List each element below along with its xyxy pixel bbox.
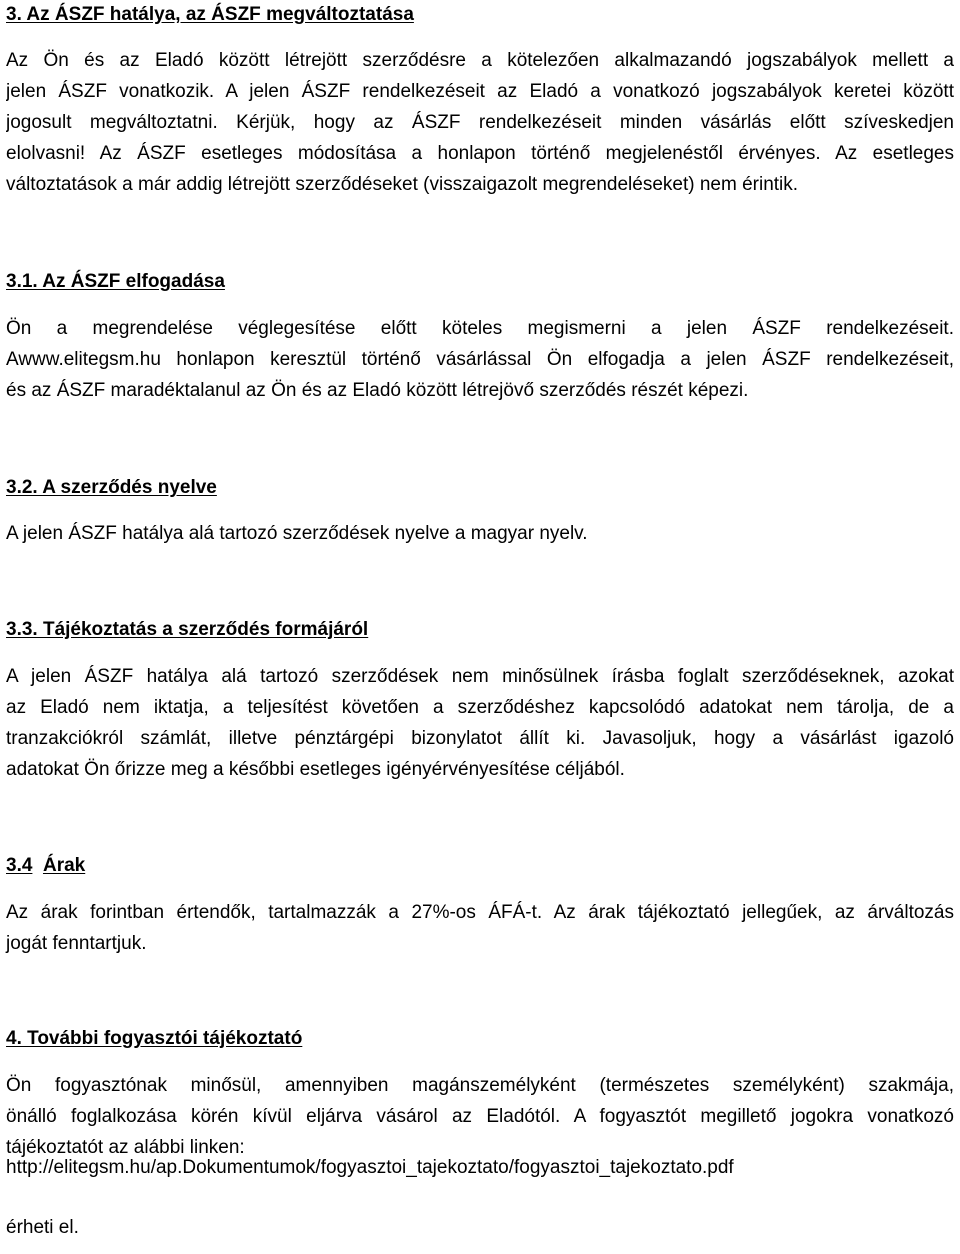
- section-3-paragraph: [6, 45, 954, 200]
- paragraph-line: jogát fenntartjuk.: [6, 933, 147, 954]
- section-4-tail: [6, 1212, 954, 1243]
- paragraph-line: Ön fogyasztónak minősül, amennyiben magánszemélyként (természetes személyként) szakmája,: [6, 1075, 954, 1096]
- section-3-4-heading: 3.4 Árak: [6, 855, 86, 876]
- section-3-1-paragraph: [6, 313, 954, 406]
- section-3-heading: 3. Az ÁSZF hatálya, az ÁSZF megváltoztatása: [6, 4, 414, 25]
- paragraph-line: Ön a megrendelése véglegesítése előtt köteles megismerni a jelen ÁSZF rendelkezéseit.: [6, 318, 954, 339]
- consumer-info-link-line: [6, 1152, 954, 1183]
- consumer-info-link[interactable]: http://elitegsm.hu/ap.Dokumentumok/fogyasztoi_tajekoztato/fogyasztoi_tajekoztato.pdf: [6, 1157, 734, 1178]
- paragraph-line: elolvasni! Az ÁSZF esetleges módosítása a honlapon történő megjelenéstől érvényes. Az esetleges: [6, 143, 954, 164]
- paragraph-line: önálló foglalkozása körén kívül eljárva vásárol az Eladótól. A fogyasztót megillető jogokra vonatkozó: [6, 1106, 954, 1127]
- section-4-paragraph: [6, 1070, 954, 1163]
- paragraph-line: tájékoztatót az alábbi linken:: [6, 1137, 245, 1158]
- paragraph-line: változtatások a már addig létrejött szerződéseket (visszaigazolt megrendeléseket) nem érintik.: [6, 174, 799, 195]
- paragraph-line: Az árak forintban értendők, tartalmazzák a 27%-os ÁFÁ-t. Az árak tájékoztató jellegűek, az árváltozás: [6, 902, 954, 923]
- paragraph-line: tranzakciókról számlát, illetve pénztárgépi bizonylatot állít ki. Javasoljuk, hogy a vásárlást igazoló: [6, 728, 954, 749]
- paragraph-line: adatokat Ön őrizze meg a későbbi esetleges igényérvényesítése céljából.: [6, 759, 625, 780]
- section-3-3-paragraph: [6, 661, 954, 785]
- section-3-2-heading: 3.2. A szerződés nyelve: [6, 477, 217, 498]
- section-3-2-paragraph: [6, 518, 954, 549]
- paragraph-line: Awww.elitegsm.hu honlapon keresztül történő vásárlással Ön elfogadja a jelen ÁSZF rendelkezéseit,: [6, 349, 954, 370]
- paragraph-line: A jelen ÁSZF hatálya alá tartozó szerződések nem minősülnek írásba foglalt szerződéseknek, azokat: [6, 666, 954, 687]
- paragraph-line: és az ÁSZF maradéktalanul az Ön és az Eladó között létrejövő szerződés részét képezi.: [6, 380, 749, 401]
- paragraph-line: érheti el.: [6, 1217, 79, 1238]
- paragraph-line: az Eladó nem iktatja, a teljesítést követően a szerződéshez kapcsolódó adatokat nem tárolja, de a: [6, 697, 954, 718]
- section-3-4-paragraph: [6, 897, 954, 959]
- paragraph-line: A jelen ÁSZF hatálya alá tartozó szerződések nyelve a magyar nyelv.: [6, 523, 588, 544]
- paragraph-line: Az Ön és az Eladó között létrejött szerződésre a kötelezően alkalmazandó jogszabályok mellett a: [6, 50, 954, 71]
- section-3-1-heading: 3.1. Az ÁSZF elfogadása: [6, 271, 225, 292]
- section-4-heading: 4. További fogyasztói tájékoztató: [6, 1028, 303, 1049]
- paragraph-line: jogosult megváltoztatni. Kérjük, hogy az ÁSZF rendelkezéseit minden vásárlás előtt szíveskedjen: [6, 112, 954, 133]
- section-3-3-heading: 3.3. Tájékoztatás a szerződés formájáról: [6, 619, 369, 640]
- paragraph-line: jelen ÁSZF vonatkozik. A jelen ÁSZF rendelkezéseit az Eladó a vonatkozó jogszabályok keretei között: [6, 81, 954, 102]
